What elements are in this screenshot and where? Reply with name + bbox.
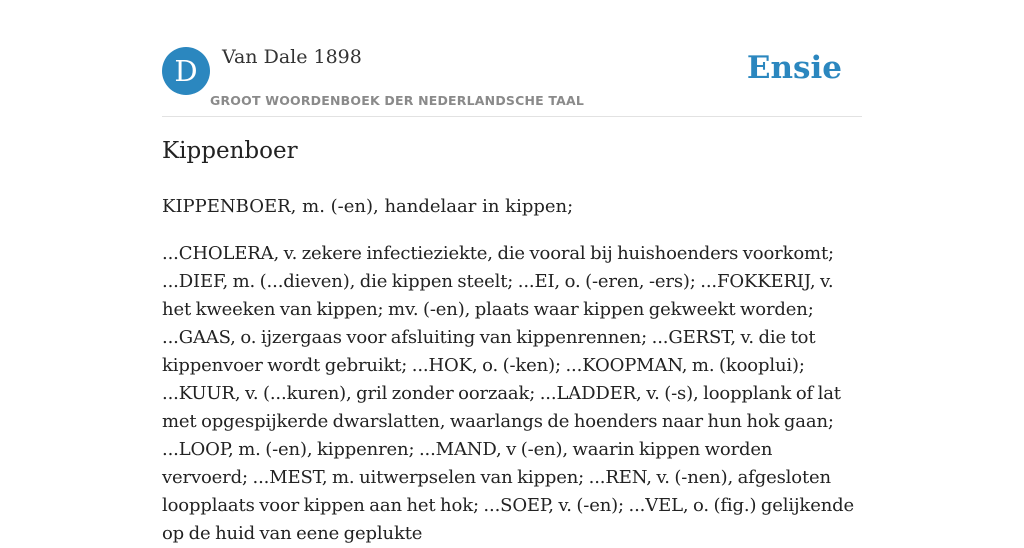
definition-paragraph: ...CHOLERA, v. zekere infectieziekte, die vooral bij huishoenders voorkomt; ...DIEF, m. (...dieven), die kippen steelt; ...EI, o. (-eren, -ers); ...FOKKERIJ, v. het kweeken van kippen; mv. (-en), plaats waar kippen gekweekt worden; ...GAAS, o. ijzergaas voor afsluiting van kippenrennen; ...GERST, v. die tot kippenvoer wordt gebruikt; ...HOK, o. (-ken); ...KOOPMAN, m. (kooplui); ...KUUR, v. (...kuren), gril zonder oorzaak; ...LADDER, v. (-s), loopplank of lat met opgespijkerde dwarslatten, waarlangs de hoenders naar hun hok gaan; ...LOOP, m. (-en), kippenren; ...MAND, v (-en), waarin kippen worden vervoerd; ...MEST, m. uitwerpselen van kippen; ...REN, v. (-nen), afgesloten loopplaats voor kippen aan het hok; ...SOEP, v. (-en); ...VEL, o. (fig.) gelijkende op de huid van eene geplukte — [162, 243, 855, 544]
dictionary-logo[interactable]: D — [162, 47, 210, 95]
definition-paragraph: KIPPENBOER, m. (-en), handelaar in kippen; — [162, 196, 574, 217]
dictionary-name[interactable]: Van Dale 1898 — [222, 46, 362, 68]
entry-title: Kippenboer — [162, 138, 298, 164]
brand-logo[interactable]: Ensie — [746, 50, 842, 86]
dictionary-subtitle: GROOT WOORDENBOEK DER NEDERLANDSCHE TAAL — [210, 93, 585, 108]
page-header — [162, 0, 862, 117]
